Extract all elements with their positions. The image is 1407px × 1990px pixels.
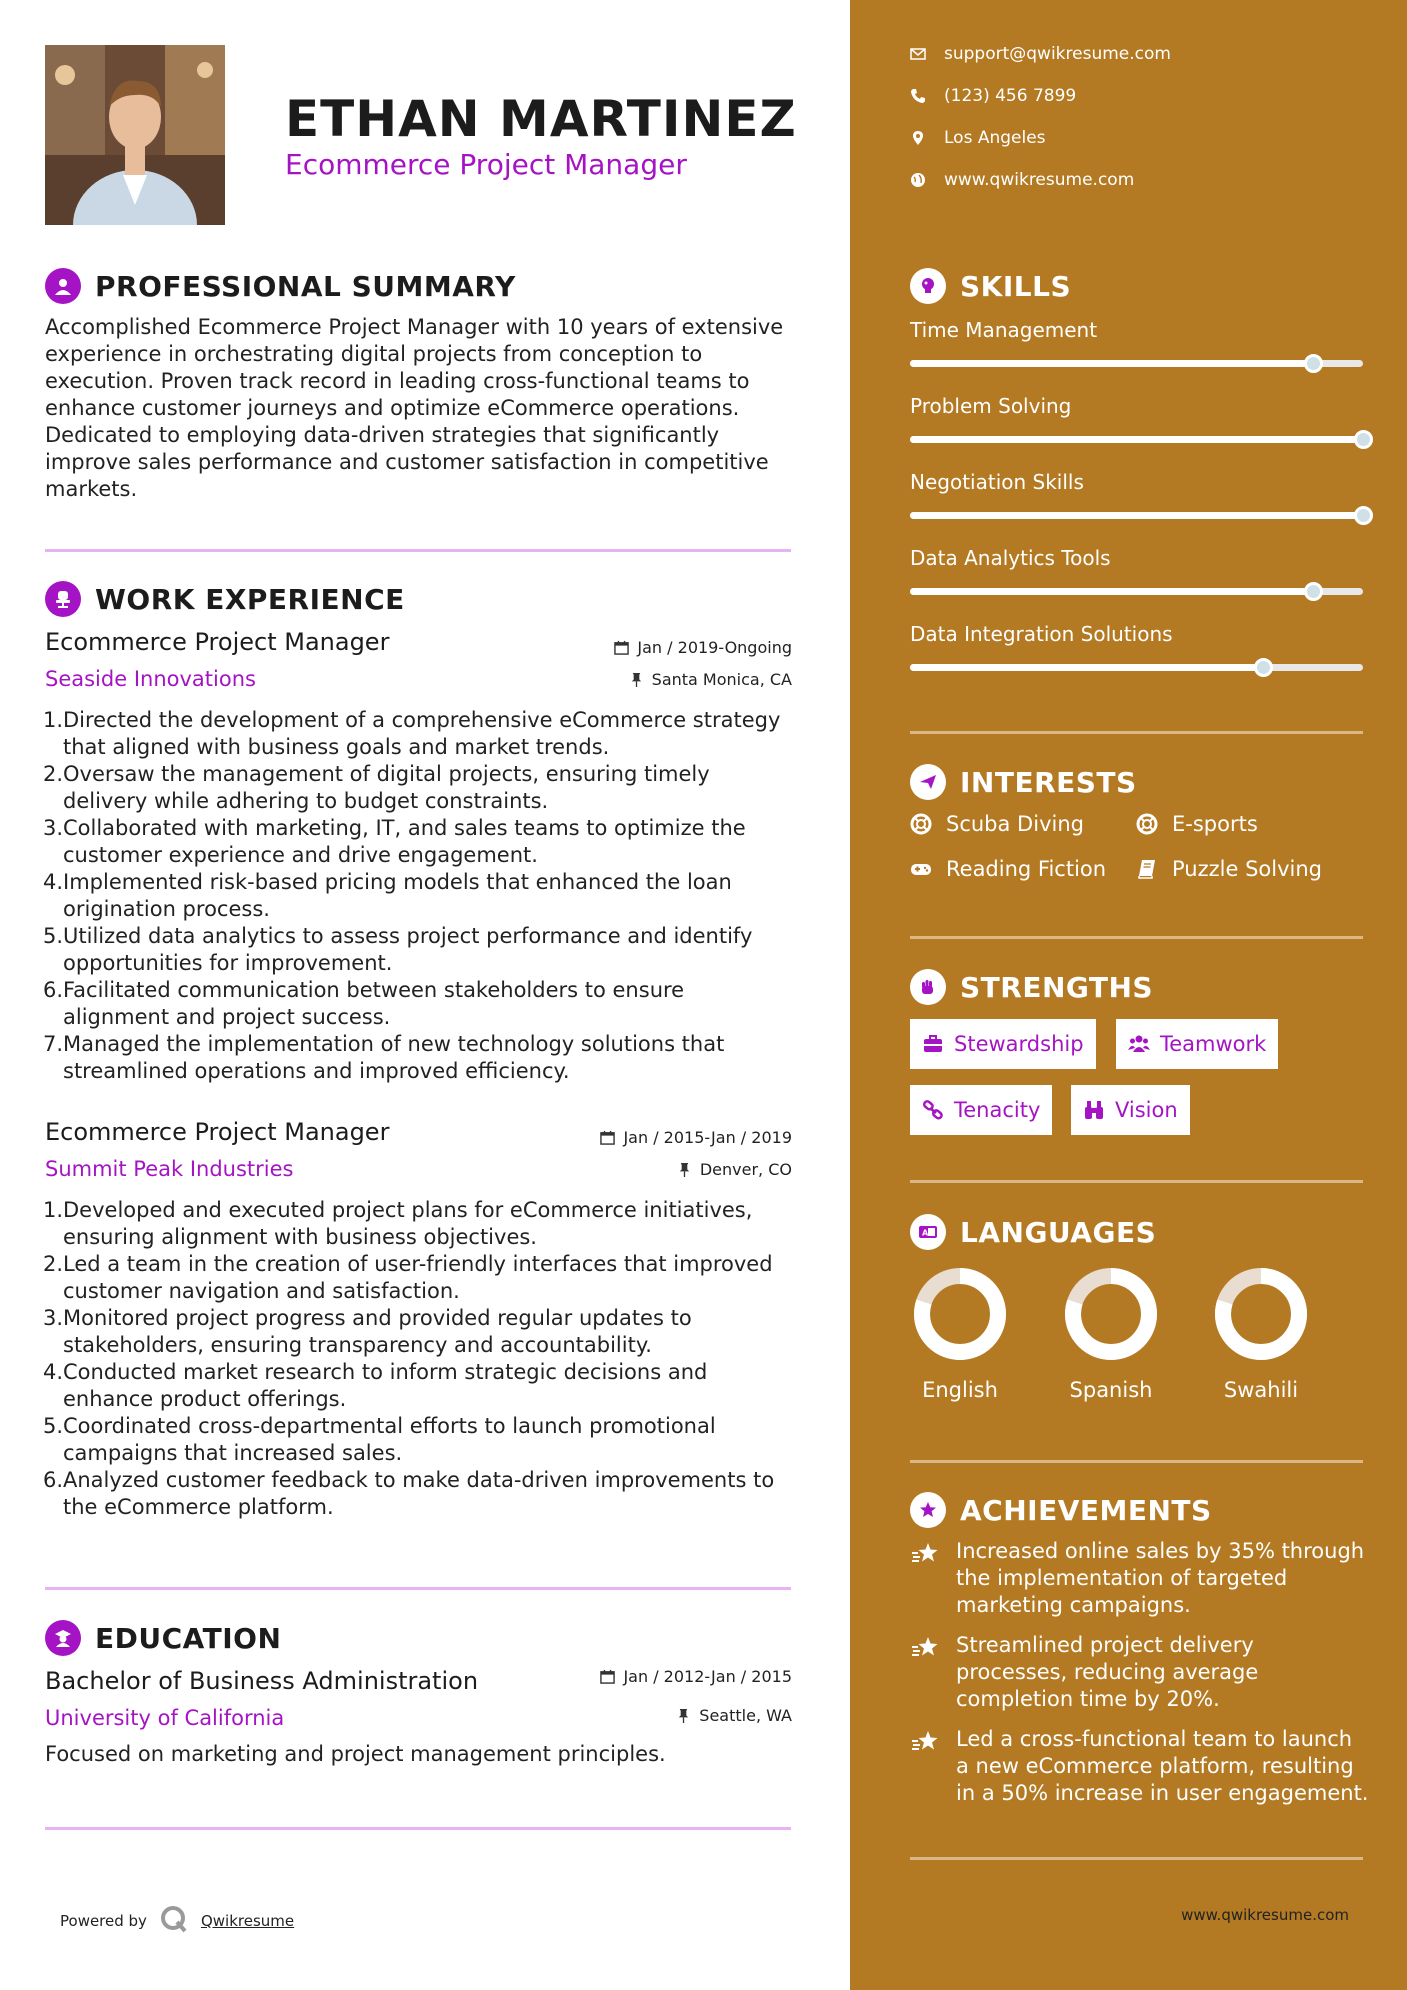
achievements-heading: [910, 1492, 1212, 1528]
strength-badge: Tenacity: [910, 1085, 1052, 1135]
summary-line: markets.: [45, 477, 138, 501]
language-name: Swahili: [1223, 1378, 1299, 1402]
star-icon: [910, 1728, 940, 1758]
globe-icon: [910, 172, 926, 188]
job-company: Seaside Innovations: [45, 667, 256, 691]
skill-bar-fill: [910, 360, 1313, 367]
education-description: Focused on marketing and project management principles.: [45, 1742, 666, 1766]
interest-item: E-sports: [1136, 812, 1258, 836]
paper-plane-icon: [910, 764, 946, 800]
achievement-item: Increased online sales by 35% through the implementation of targeted marketing campaigns.: [910, 1538, 1370, 1619]
experience-heading: [45, 581, 405, 617]
link-icon: [922, 1099, 944, 1121]
list-item: 2. Led a team in the creation of user-friendly interfaces that improved customer navigation and satisfaction.: [43, 1252, 773, 1303]
pin-icon: [676, 1708, 691, 1723]
language-name: Spanish: [1069, 1378, 1153, 1402]
job-dates-text: Jan / 2015-Jan / 2019: [623, 1128, 792, 1147]
qwikresume-logo-icon: [159, 1904, 189, 1938]
skill-label: Negotiation Skills: [910, 470, 1084, 494]
skill-bar: [910, 436, 1363, 443]
summary-line: experience in orchestrating digital projects from conception to: [45, 342, 703, 366]
list-item: 4. Conducted market research to inform strategic decisions and enhance product offerings.: [43, 1360, 708, 1411]
skill-bar-knob: [1304, 354, 1323, 373]
skill-bar-knob: [1254, 658, 1273, 677]
skill-bar-knob: [1354, 430, 1373, 449]
contact-email[interactable]: support@qwikresume.com: [910, 44, 1171, 64]
lightbulb-icon: [910, 268, 946, 304]
section-divider: [910, 1460, 1363, 1463]
skill-bar-fill: [910, 664, 1263, 671]
summary-text: [45, 314, 795, 503]
language-ring: [910, 1264, 1010, 1364]
school: University of California: [45, 1706, 285, 1730]
phone-icon: [910, 88, 926, 104]
section-divider: [910, 1857, 1363, 1860]
summary-heading: [45, 268, 516, 304]
list-item: 4. Implemented risk-based pricing models that enhanced the loan origination process.: [43, 870, 732, 921]
candidate-name: ETHAN MARTINEZ: [285, 90, 797, 148]
list-item: 2. Oversaw the management of digital projects, ensuring timely delivery while adhering to budget constraints.: [43, 762, 710, 813]
graduate-icon: [45, 1620, 81, 1656]
pin-icon: [677, 1162, 692, 1177]
list-item: 5. Coordinated cross-departmental efforts to launch promotional campaigns that increased sales.: [43, 1414, 716, 1465]
skill-bar-fill: [910, 436, 1363, 443]
envelope-icon: [910, 46, 926, 62]
candidate-title: Ecommerce Project Manager: [285, 148, 687, 181]
interest-item: Puzzle Solving: [1136, 857, 1322, 881]
education-location: [676, 1706, 792, 1725]
language-item: [1191, 1264, 1331, 1402]
pin-icon: [629, 672, 644, 687]
skill-bar: [910, 512, 1363, 519]
life-ring-icon: [910, 813, 932, 835]
book-icon: [1136, 858, 1158, 880]
skill-label: Data Integration Solutions: [910, 622, 1173, 646]
skill-bar-knob: [1304, 582, 1323, 601]
sidebar: [850, 0, 1407, 1990]
skill-bar: [910, 360, 1363, 367]
summary-line: execution. Proven track record in leading cross-functional teams to: [45, 369, 750, 393]
strength-badge: Stewardship: [910, 1019, 1096, 1069]
list-item: 3. Collaborated with marketing, IT, and sales teams to optimize the customer experience and drive engagement.: [43, 816, 746, 867]
list-item: 6. Facilitated communication between stakeholders to ensure alignment and project success.: [43, 978, 685, 1029]
binoculars-icon: [1083, 1099, 1105, 1121]
list-item: 5. Utilized data analytics to assess project performance and identify opportunities for improvement.: [43, 924, 753, 975]
summary-title: PROFESSIONAL SUMMARY: [95, 269, 516, 303]
section-divider: [910, 1180, 1363, 1183]
job-dates: [600, 1128, 792, 1147]
gamepad-icon: [910, 858, 932, 880]
experience-title: WORK EXPERIENCE: [95, 582, 405, 616]
skill-bar-fill: [910, 588, 1313, 595]
interests-title: INTERESTS: [960, 765, 1137, 799]
job-location-text: Denver, CO: [699, 1160, 792, 1179]
job-location: [629, 670, 792, 689]
contact-website[interactable]: www.qwikresume.com: [910, 170, 1134, 190]
users-icon: [1128, 1033, 1150, 1055]
achievement-item: Streamlined project delivery processes, reducing average completion time by 20%.: [910, 1632, 1370, 1713]
list-item: 1. Directed the development of a comprehensive eCommerce strategy that aligned with business goals and market trends.: [43, 708, 781, 759]
interests-heading: [910, 764, 1137, 800]
strength-badge: Vision: [1071, 1085, 1190, 1135]
section-divider: [45, 1587, 791, 1590]
skill-bar: [910, 588, 1363, 595]
job-location: [677, 1160, 792, 1179]
achievement-item: Led a cross-functional team to launch a new eCommerce platform, resulting in a 50% increase in user engagement.: [910, 1726, 1370, 1807]
star-badge-icon: [910, 1492, 946, 1528]
list-item: 6. Analyzed customer feedback to make data-driven improvements to the eCommerce platform.: [43, 1468, 775, 1519]
education-title: EDUCATION: [95, 1621, 282, 1655]
section-divider: [45, 549, 791, 552]
skill-label: Data Analytics Tools: [910, 546, 1111, 570]
svg-text:A: A: [922, 1228, 929, 1238]
achievements-title: ACHIEVEMENTS: [960, 1493, 1212, 1527]
interest-item: Scuba Diving: [910, 812, 1084, 836]
list-item: 1. Developed and executed project plans for eCommerce initiatives, ensuring alignment with business objectives.: [43, 1198, 753, 1249]
powered-by: [60, 1904, 294, 1938]
skills-heading: [910, 268, 1071, 304]
briefcase-icon: [922, 1033, 944, 1055]
section-divider: [910, 936, 1363, 939]
user-icon: [45, 268, 81, 304]
degree: Bachelor of Business Administration: [45, 1667, 479, 1695]
map-marker-icon: [910, 130, 926, 146]
skill-bar: [910, 664, 1363, 671]
list-item: 3. Monitored project progress and provided regular updates to stakeholders, ensuring transparency and accountability.: [43, 1306, 692, 1357]
education-dates-text: Jan / 2012-Jan / 2015: [623, 1667, 792, 1686]
list-item: 7. Managed the implementation of new technology solutions that streamlined operations and improved efficiency.: [43, 1032, 725, 1083]
calendar-icon: [600, 1669, 615, 1684]
strengths-heading: [910, 969, 1153, 1005]
education-location-text: Seattle, WA: [699, 1706, 792, 1725]
section-divider: [910, 731, 1363, 734]
qwikresume-link[interactable]: Qwikresume: [200, 1912, 295, 1930]
section-divider: [45, 1827, 791, 1830]
languages-title: LANGUAGES: [960, 1215, 1157, 1249]
job-role: Ecommerce Project Manager: [45, 1118, 390, 1146]
job-responsibilities: [45, 707, 795, 1085]
calendar-icon: [600, 1130, 615, 1145]
language-item: [1041, 1264, 1181, 1402]
fist-icon: [910, 969, 946, 1005]
strength-badge: Teamwork: [1116, 1019, 1278, 1069]
skill-label: Time Management: [910, 318, 1098, 342]
briefcase-chair-icon: [45, 581, 81, 617]
skill-bar-fill: [910, 512, 1363, 519]
job-role: Ecommerce Project Manager: [45, 628, 390, 656]
language-ring: [1211, 1264, 1311, 1364]
star-icon: [910, 1634, 940, 1664]
footer-website[interactable]: www.qwikresume.com: [1181, 1906, 1349, 1924]
interest-item: Reading Fiction: [910, 857, 1106, 881]
job-responsibilities: [45, 1197, 795, 1521]
education-heading: [45, 1620, 281, 1656]
job-company: Summit Peak Industries: [45, 1157, 294, 1181]
skill-label: Problem Solving: [910, 394, 1072, 418]
skill-bar-knob: [1354, 506, 1373, 525]
profile-photo: [45, 45, 225, 225]
language-item: [890, 1264, 1030, 1402]
life-ring-icon: [1136, 813, 1158, 835]
language-ring: [1061, 1264, 1161, 1364]
job-dates-text: Jan / 2019-Ongoing: [637, 638, 792, 657]
powered-by-label: Powered by: [60, 1912, 147, 1930]
star-icon: [910, 1540, 940, 1570]
contact-phone[interactable]: (123) 456 7899: [910, 86, 1076, 106]
summary-line: improve sales performance and customer satisfaction in competitive: [45, 450, 769, 474]
summary-line: Accomplished Ecommerce Project Manager with 10 years of extensive: [45, 315, 784, 339]
education-dates: [600, 1667, 792, 1686]
skills-title: SKILLS: [960, 269, 1072, 303]
contact-location: Los Angeles: [910, 128, 1046, 148]
calendar-icon: [614, 640, 629, 655]
strengths-title: STRENGTHS: [960, 970, 1154, 1004]
language-name: English: [922, 1378, 998, 1402]
summary-line: Dedicated to employing data-driven strategies that significantly: [45, 423, 720, 447]
translate-icon: [910, 1214, 946, 1250]
job-dates: [614, 638, 792, 657]
summary-line: enhance customer journeys and optimize eCommerce operations.: [45, 396, 740, 420]
job-location-text: Santa Monica, CA: [651, 670, 792, 689]
languages-heading: [910, 1214, 1156, 1250]
